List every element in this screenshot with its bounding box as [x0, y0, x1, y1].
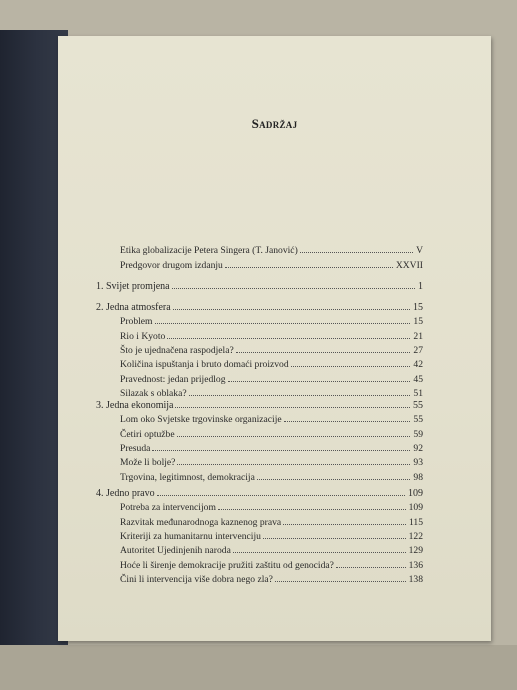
leader-dots	[225, 267, 393, 268]
leader-dots	[189, 395, 411, 396]
leader-dots	[284, 421, 411, 422]
section-entry	[120, 345, 423, 356]
entry-label: Pravednost: jedan prijedlog	[120, 374, 226, 385]
entry-label: Hoće li širenje demokracije pružiti zaštitu od genocida?	[120, 560, 334, 571]
page-number: 15	[413, 316, 423, 327]
page-number: 138	[408, 574, 423, 585]
page-number: 109	[408, 502, 423, 513]
entry-label: 4. Jedno pravo	[96, 488, 155, 499]
section-entry	[120, 316, 423, 327]
section-entry	[120, 545, 423, 556]
entry-label: Potreba za intervencijom	[120, 502, 216, 513]
entry-label: Etika globalizacije Petera Singera (T. Janović)	[120, 245, 298, 256]
page-number: 1	[418, 281, 423, 292]
front-matter-entry	[120, 260, 423, 271]
entry-label: Lom oko Svjetske trgovinske organizacije	[120, 414, 282, 425]
section-entry	[120, 560, 423, 571]
section-entry	[120, 574, 423, 585]
entry-label: Može li bolje?	[120, 457, 176, 468]
entry-label: 2. Jedna atmosfera	[96, 302, 171, 313]
page-number: 42	[413, 359, 423, 370]
leader-dots	[336, 567, 406, 568]
page-number: V	[416, 245, 423, 256]
page-number: 55	[413, 414, 423, 425]
entry-label: Presuda	[120, 443, 151, 454]
leader-dots	[152, 450, 410, 451]
section-entry	[120, 472, 423, 483]
page-number: 98	[413, 472, 423, 483]
page-number: 93	[413, 457, 423, 468]
page-number: 122	[408, 531, 423, 542]
section-entry	[120, 457, 423, 468]
section-entry	[120, 531, 423, 542]
section-entry	[120, 502, 423, 513]
leader-dots	[257, 479, 411, 480]
leader-dots	[218, 509, 406, 510]
entry-label: Problem	[120, 316, 153, 327]
page-number: 45	[413, 374, 423, 385]
leader-dots	[263, 538, 406, 539]
leader-dots	[155, 323, 411, 324]
leader-dots	[275, 581, 406, 582]
page-number: 129	[408, 545, 423, 556]
entry-label: Kriteriji za humanitarnu intervenciju	[120, 531, 261, 542]
page-number: 51	[413, 388, 423, 399]
leader-dots	[300, 252, 413, 253]
leader-dots	[177, 436, 411, 437]
page-number: 109	[408, 488, 423, 499]
entry-label: Autoritet Ujedinjenih naroda	[120, 545, 231, 556]
table-surface	[0, 645, 517, 690]
section-entry	[120, 517, 423, 528]
section-entry	[120, 374, 423, 385]
chapter-entry	[96, 302, 423, 313]
entry-label: Rio i Kyoto	[120, 331, 166, 342]
section-entry	[120, 388, 423, 399]
entry-label: Čini li intervencija više dobra nego zla?	[120, 574, 273, 585]
page-number: 115	[408, 517, 423, 528]
book-page	[58, 36, 491, 641]
leader-dots	[175, 407, 410, 408]
leader-dots	[283, 524, 406, 525]
leader-dots	[167, 338, 410, 339]
leader-dots	[233, 552, 406, 553]
chapter-entry	[96, 400, 423, 411]
page-title: Sadržaj	[251, 116, 298, 131]
section-entry	[120, 443, 423, 454]
entry-label: 3. Jedna ekonomija	[96, 400, 174, 411]
leader-dots	[157, 495, 405, 496]
leader-dots	[173, 309, 410, 310]
entry-label: Trgovina, legitimnost, demokracija	[120, 472, 255, 483]
leader-dots	[228, 381, 411, 382]
page-number: XXVII	[395, 260, 423, 271]
section-entry	[120, 429, 423, 440]
entry-label: Četiri optužbe	[120, 429, 175, 440]
leader-dots	[172, 288, 415, 289]
entry-label: 1. Svijet promjena	[96, 281, 170, 292]
table-of-contents	[58, 36, 491, 641]
leader-dots	[177, 464, 410, 465]
page-number: 21	[413, 331, 423, 342]
entry-label: Razvitak međunarodnoga kaznenog prava	[120, 517, 282, 528]
page-number: 15	[413, 302, 423, 313]
leader-dots	[291, 366, 411, 367]
entry-label: Silazak s oblaka?	[120, 388, 187, 399]
chapter-entry	[96, 281, 423, 292]
page-number: 27	[413, 345, 423, 356]
page-number: 55	[413, 400, 423, 411]
front-matter-entry	[120, 245, 423, 256]
page-number: 59	[413, 429, 423, 440]
page-number: 136	[408, 560, 423, 571]
entry-label: Što je ujednačena raspodjela?	[120, 345, 234, 356]
section-entry	[120, 414, 423, 425]
section-entry	[120, 359, 423, 370]
section-entry	[120, 331, 423, 342]
chapter-entry	[96, 488, 423, 499]
entry-label: Količina ispuštanja i bruto domaći proizvod	[120, 359, 289, 370]
page-number: 92	[413, 443, 423, 454]
leader-dots	[236, 352, 411, 353]
entry-label: Predgovor drugom izdanju	[120, 260, 223, 271]
